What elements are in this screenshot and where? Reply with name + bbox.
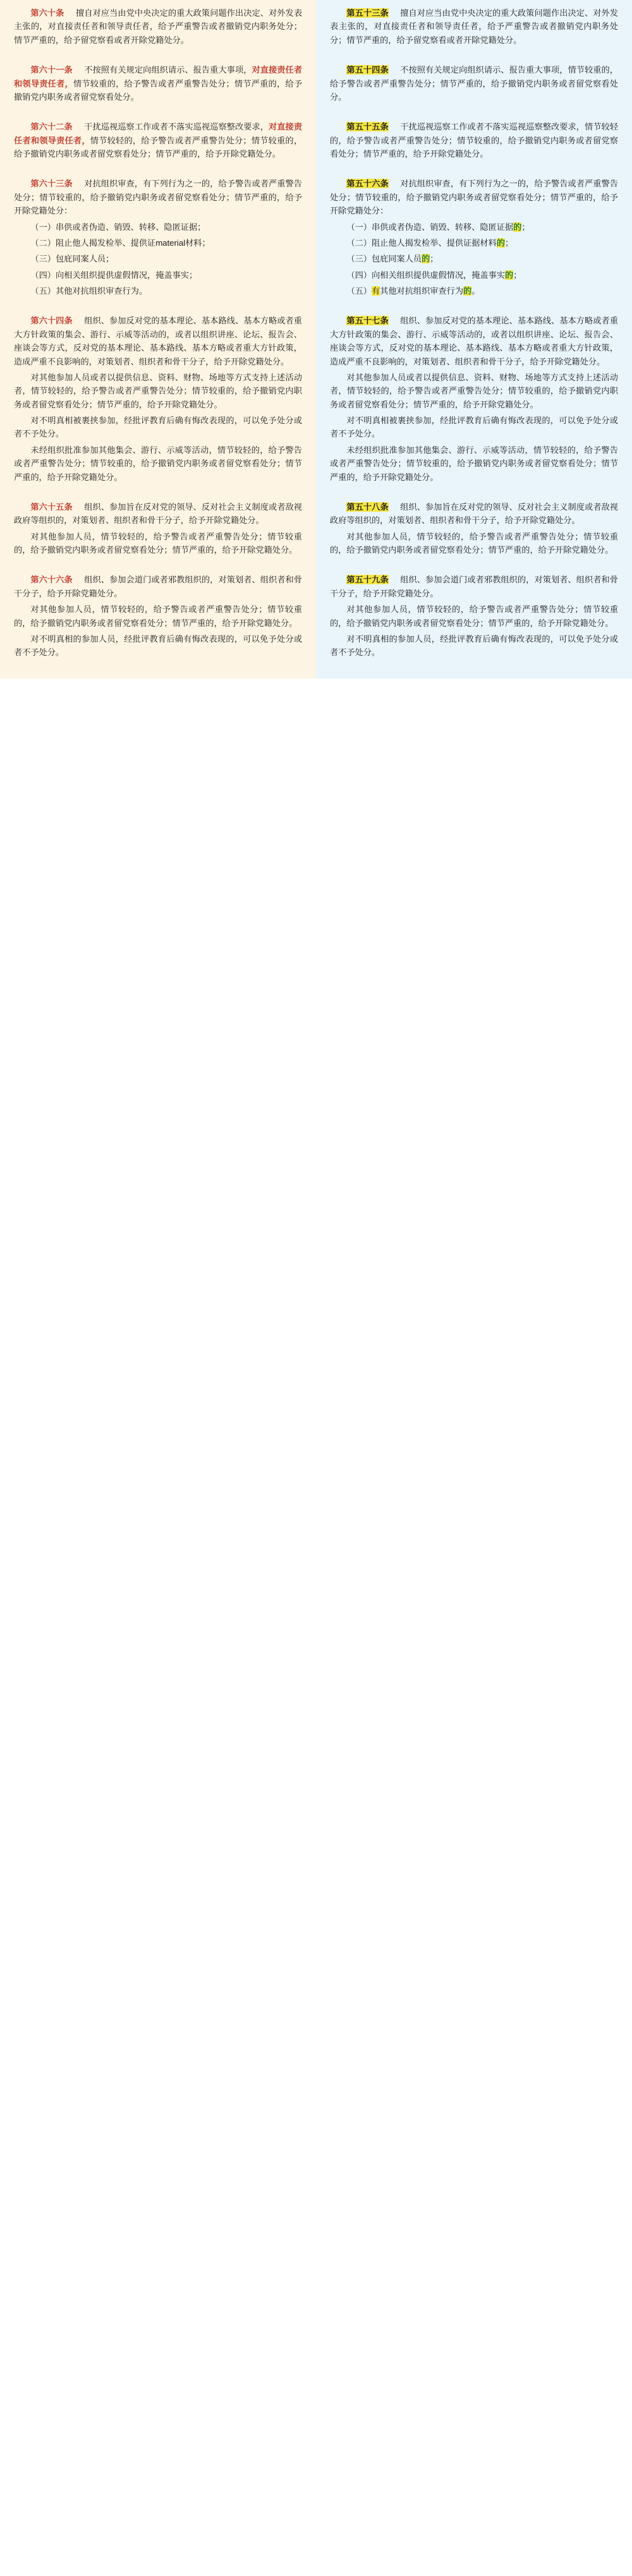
body-text: 组织、参加旨在反对党的领导、反对社会主义制度或者敌视政府等组织的，对策划者、组织者和骨干分子，给予开除党籍处分。 [14,502,302,526]
article-paragraph [330,6,618,47]
article-entry [14,63,302,104]
body-text: （二）阻止他人揭发检举、提供证material材料； [30,238,210,248]
body-text: 对其他参加人员，情节较轻的，给予警告或者严重警告处分；情节较重的，给予撤销党内职务或者留党察看处分；情节严重的，给予开除党籍处分。 [330,605,618,628]
article-paragraph [14,530,302,557]
body-text: 组织、参加反对党的基本理论、基本路线、基本方略或者重大方针政策的集会、游行、示威等活动的，或者以组织讲座、论坛、报告会、座谈会等方式，反对党的基本理论、基本路线、基本方略或者重大方针政策，造成严重不良影响的，对策划者、组织者和骨干分子，给予开除党籍处分。 [330,316,618,366]
body-text: 对其他参加人员或者以提供信息、资料、财物、场地等方式支持上述活动者，情节较轻的，给予警告或者严重警告处分；情节较重的，给予撤销党内职务或者留党察看处分；情节严重的，给予开除党籍处分。 [330,372,618,409]
article-paragraph [330,252,618,265]
body-text: （五） [346,286,372,296]
article-paragraph [14,500,302,527]
article-number: 第六十一条 [30,65,73,75]
article-paragraph [14,603,302,630]
body-text: （三）包庇同案人员 [346,254,422,264]
article-entry [14,6,302,47]
article-number: 第五十五条 [346,122,389,132]
body-text: （四）向相关组织提供虚假情况，掩盖事实； [30,270,198,280]
article-number: 第六十条 [30,8,64,18]
comparison-document [0,0,632,678]
emphasized-text: 对直接责任者和领导责任者， [14,122,303,145]
body-text: （五）其他对抗组织审查行为。 [30,286,148,296]
article-paragraph [14,573,302,600]
article-paragraph [14,284,302,298]
body-text: 组织、参加旨在反对党的领导、反对社会主义制度或者敌视政府等组织的，对策划者、组织者和骨干分子，给予开除党籍处分。 [330,502,618,526]
article-entry [14,314,302,484]
article-paragraph [14,120,302,160]
article-paragraph [14,632,302,659]
article-paragraph [330,443,618,484]
body-text: 对不明真相被裹挟参加，经批评教育后确有悔改表现的，可以免予处分或者不予处分。 [330,416,618,439]
body-text: （四）向相关组织提供虚假情况，掩盖事实 [346,270,505,280]
article-paragraph [14,314,302,368]
article-paragraph [14,268,302,282]
highlighted-text: 有 [371,286,380,296]
highlighted-amendment-text: 的 [463,286,472,296]
body-text: 对不明真相的参加人员，经批评教育后确有悔改表现的，可以免予处分或者不予处分。 [14,634,302,658]
article-number: 第六十二条 [30,122,73,132]
body-text: 组织、参加会道门或者邪教组织的，对策划者、组织者和骨干分子，给予开除党籍处分。 [330,575,618,598]
article-paragraph [330,573,618,600]
article-paragraph [14,220,302,234]
body-text: （一）串供或者伪造、销毁、转移、隐匿证据； [30,222,206,232]
old-version-column [0,0,316,678]
article-number: 第五十七条 [346,316,389,326]
article-entry [14,500,302,557]
body-text: 干扰巡视巡察工作或者不落实巡视巡察整改要求，情节较轻的，给予警告或者严重警告处分；情节较重的，给予撤销党内职务或者留党察看处分；情节严重的，给予开除党籍处分。 [330,122,618,159]
article-paragraph [330,603,618,630]
article-paragraph [330,177,618,217]
article-paragraph [330,236,618,250]
article-entry [330,63,618,104]
body-text: 擅自对应当由党中央决定的重大政策问题作出决定、对外发表主张的，对直接责任者和领导责任者，给予严重警告或者撤销党内职务处分；情节严重的，给予留党察看或者开除党籍处分。 [14,8,303,45]
article-paragraph [14,414,302,441]
article-entry [330,314,618,484]
article-paragraph [330,500,618,527]
body-text: 未经组织批准参加其他集会、游行、示威等活动，情节较轻的，给予警告或者严重警告处分；情节较重的，给予撤销党内职务或者留党察看处分；情节严重的，给予开除党籍处分。 [330,445,618,482]
article-paragraph [330,63,618,104]
article-entry [14,120,302,160]
body-text: （一）串供或者伪造、销毁、转移、隐匿证据 [346,222,514,232]
body-text: 未经组织批准参加其他集会、游行、示威等活动，情节较轻的，给予警告或者严重警告处分；情节较重的，给予撤销党内职务或者留党察看处分；情节严重的，给予开除党籍处分。 [14,445,302,482]
article-entry [14,573,302,659]
body-text: 对其他参加人员，情节较轻的，给予警告或者严重警告处分；情节较重的，给予撤销党内职务或者留党察看处分；情节严重的，给予开除党籍处分。 [14,605,302,628]
article-paragraph [330,268,618,282]
article-paragraph [14,252,302,265]
article-entry [330,120,618,160]
article-number: 第五十六条 [346,179,389,189]
article-paragraph [330,414,618,441]
body-text: 不按照有关规定向组织请示、报告重大事项， [84,65,252,75]
article-entry [330,177,618,298]
article-paragraph [14,177,302,217]
article-paragraph [330,314,618,368]
article-number: 第五十九条 [346,575,389,585]
body-text: 对抗组织审查，有下列行为之一的，给予警告或者严重警告处分；情节较重的，给予撤销党内职务或者留党察看处分；情节严重的，给予开除党籍处分： [330,179,618,216]
highlighted-amendment-text: 的 [513,222,522,232]
article-number: 第五十八条 [346,502,389,512]
article-number: 第六十三条 [30,179,73,189]
article-entry [330,6,618,47]
article-paragraph [330,530,618,557]
body-text: ； [513,270,522,280]
article-paragraph [330,284,618,298]
highlighted-amendment-text: 的 [496,238,505,248]
article-paragraph [330,220,618,234]
new-version-column [316,0,632,678]
article-number: 第六十四条 [30,316,73,326]
body-text: 情节较轻的，给予警告或者严重警告处分；情节较重的，给予撤销党内职务或者留党察看处分；情节严重的，给予开除党籍处分。 [14,135,303,159]
article-entry [330,500,618,557]
body-text: 组织、参加会道门或者邪教组织的，对策划者、组织者和骨干分子，给予开除党籍处分。 [14,575,302,598]
article-paragraph [14,6,302,47]
body-text: 擅自对应当由党中央决定的重大政策问题作出决定、对外发表主张的，对直接责任者和领导责任者，给予严重警告或者撤销党内职务处分；情节严重的，给予留党察看或者开除党籍处分。 [330,8,618,45]
body-text: 干扰巡视巡察工作或者不落实巡视巡察整改要求， [84,122,269,132]
article-entry [14,177,302,298]
body-text: 对抗组织审查，有下列行为之一的，给予警告或者严重警告处分；情节较重的，给予撤销党内职务或者留党察看处分；情节严重的，给予开除党籍处分： [14,179,302,216]
article-paragraph [14,371,302,411]
body-text: 对不明真相被裹挟参加，经批评教育后确有悔改表现的，可以免予处分或者不予处分。 [14,416,302,439]
emphasized-text: 对直接责任者和领导责任者， [14,65,303,88]
body-text: 不按照有关规定向组织请示、报告重大事项，情节较重的，给予警告或者严重警告处分；情节严重的，给予撤销党内职务或者留党察看处分。 [330,65,618,102]
article-number: 第五十四条 [346,65,389,75]
body-text: 对其他参加人员或者以提供信息、资料、财物、场地等方式支持上述活动者，情节较轻的，给予警告或者严重警告处分；情节较重的，给予撤销党内职务或者留党察看处分；情节严重的，给予开除党籍处分。 [14,372,302,409]
article-number: 第六十五条 [30,502,73,512]
article-number: 第五十三条 [346,8,389,18]
body-text: 组织、参加反对党的基本理论、基本路线、基本方略或者重大方针政策的集会、游行、示威等活动的，或者以组织讲座、论坛、报告会、座谈会等方式，反对党的基本理论、基本路线、基本方略或者重大方针政策，造成严重不良影响的，对策划者、组织者和骨干分子，给予开除党籍处分。 [14,316,302,366]
article-paragraph [14,236,302,250]
body-text: （三）包庇同案人员； [30,254,114,264]
body-text: ； [504,238,514,248]
body-text: 对不明真相的参加人员，经批评教育后确有悔改表现的，可以免予处分或者不予处分。 [330,634,618,658]
body-text: 对其他参加人员，情节较轻的，给予警告或者严重警告处分；情节较重的，给予撤销党内职务或者留党察看处分；情节严重的，给予开除党籍处分。 [330,531,618,555]
article-paragraph [330,632,618,659]
article-entry [330,573,618,659]
article-paragraph [14,443,302,484]
body-text: 。 [471,286,480,296]
highlighted-amendment-text: 的 [504,270,514,280]
article-paragraph [14,63,302,104]
body-text: ； [521,222,530,232]
body-text: （二）阻止他人揭发检举、提供证据材料 [346,238,497,248]
article-paragraph [330,371,618,411]
highlighted-amendment-text: 的 [422,254,430,264]
article-number: 第六十六条 [30,575,73,585]
article-paragraph [330,120,618,160]
body-text: 其他对抗组织审查行为 [380,286,464,296]
body-text: 情节较重的，给予警告或者严重警告处分；情节严重的，给予撤销党内职务或者留党察看处分。 [14,78,303,102]
body-text: ； [430,254,439,264]
body-text: 对其他参加人员，情节较轻的，给予警告或者严重警告处分；情节较重的，给予撤销党内职务或者留党察看处分；情节严重的，给予开除党籍处分。 [14,531,302,555]
